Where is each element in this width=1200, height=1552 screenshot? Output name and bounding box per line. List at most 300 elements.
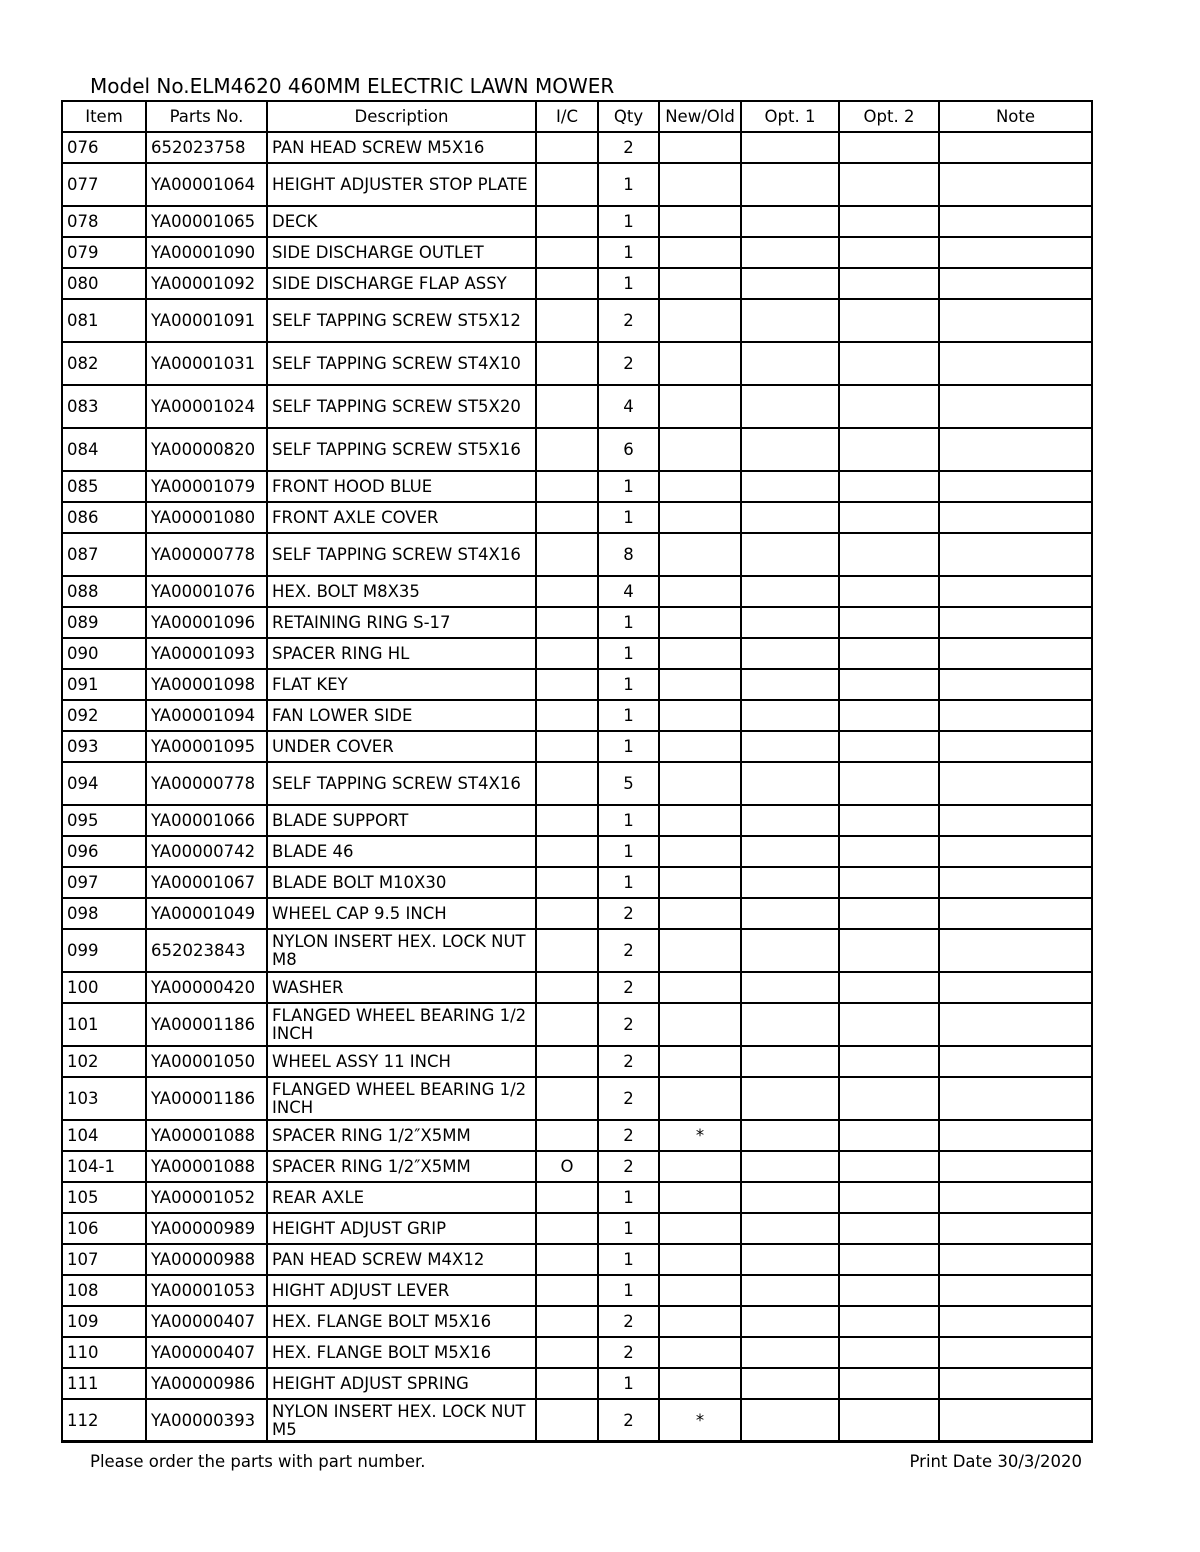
description-cell: WHEEL CAP 9.5 INCH xyxy=(267,898,536,929)
parts-no-cell: YA00000778 xyxy=(146,762,267,805)
opt-1-cell xyxy=(741,237,839,268)
item-cell: 092 xyxy=(62,700,146,731)
ic-cell xyxy=(536,972,598,1003)
ic-cell xyxy=(536,731,598,762)
item-cell: 107 xyxy=(62,1244,146,1275)
column-header-item: Item xyxy=(62,101,146,132)
description-cell: DECK xyxy=(267,206,536,237)
parts-no-cell: YA00000778 xyxy=(146,533,267,576)
note-cell xyxy=(939,929,1092,972)
opt-1-cell xyxy=(741,428,839,471)
opt-1-cell xyxy=(741,471,839,502)
description-cell: HEX. BOLT M8X35 xyxy=(267,576,536,607)
parts-no-cell: YA00001093 xyxy=(146,638,267,669)
note-cell xyxy=(939,1213,1092,1244)
ic-cell xyxy=(536,669,598,700)
column-header-qty: Qty xyxy=(598,101,659,132)
note-cell xyxy=(939,1151,1092,1182)
opt-1-cell xyxy=(741,1244,839,1275)
ic-cell: O xyxy=(536,1151,598,1182)
table-row xyxy=(62,1368,1092,1399)
item-cell: 104 xyxy=(62,1120,146,1151)
opt-2-cell xyxy=(839,836,939,867)
ic-cell xyxy=(536,638,598,669)
parts-no-cell: YA00001065 xyxy=(146,206,267,237)
parts-no-cell: YA00001080 xyxy=(146,502,267,533)
new-old-cell xyxy=(659,1275,741,1306)
qty-cell: 2 xyxy=(598,132,659,163)
qty-cell: 1 xyxy=(598,700,659,731)
table-row xyxy=(62,762,1092,805)
table-row xyxy=(62,237,1092,268)
opt-1-cell xyxy=(741,385,839,428)
opt-2-cell xyxy=(839,1399,939,1442)
column-header-description: Description xyxy=(267,101,536,132)
new-old-cell xyxy=(659,1368,741,1399)
opt-1-cell xyxy=(741,1151,839,1182)
description-cell: FLANGED WHEEL BEARING 1/2 INCH xyxy=(267,1077,536,1120)
new-old-cell xyxy=(659,533,741,576)
note-cell xyxy=(939,731,1092,762)
description-cell: FLAT KEY xyxy=(267,669,536,700)
note-cell xyxy=(939,342,1092,385)
table-row xyxy=(62,1244,1092,1275)
description-cell: SPACER RING 1/2″X5MM xyxy=(267,1120,536,1151)
item-cell: 078 xyxy=(62,206,146,237)
parts-no-cell: YA00000820 xyxy=(146,428,267,471)
description-cell: BLADE BOLT M10X30 xyxy=(267,867,536,898)
table-row xyxy=(62,1151,1092,1182)
qty-cell: 2 xyxy=(598,1077,659,1120)
parts-no-cell: YA00001049 xyxy=(146,898,267,929)
new-old-cell xyxy=(659,700,741,731)
note-cell xyxy=(939,1077,1092,1120)
opt-1-cell xyxy=(741,805,839,836)
opt-1-cell xyxy=(741,1213,839,1244)
item-cell: 091 xyxy=(62,669,146,700)
description-cell: FAN LOWER SIDE xyxy=(267,700,536,731)
opt-1-cell xyxy=(741,700,839,731)
description-cell: SIDE DISCHARGE OUTLET xyxy=(267,237,536,268)
new-old-cell xyxy=(659,607,741,638)
new-old-cell xyxy=(659,237,741,268)
table-row xyxy=(62,669,1092,700)
opt-1-cell xyxy=(741,1337,839,1368)
note-cell xyxy=(939,898,1092,929)
parts-no-cell: 652023843 xyxy=(146,929,267,972)
table-row xyxy=(62,471,1092,502)
new-old-cell xyxy=(659,132,741,163)
note-cell xyxy=(939,805,1092,836)
ic-cell xyxy=(536,299,598,342)
parts-no-cell: YA00000407 xyxy=(146,1306,267,1337)
opt-2-cell xyxy=(839,1077,939,1120)
description-cell: WHEEL ASSY 11 INCH xyxy=(267,1046,536,1077)
opt-1-cell xyxy=(741,1399,839,1442)
table-row xyxy=(62,607,1092,638)
qty-cell: 2 xyxy=(598,342,659,385)
ic-cell xyxy=(536,268,598,299)
ic-cell xyxy=(536,1337,598,1368)
table-row xyxy=(62,206,1092,237)
parts-no-cell: YA00001031 xyxy=(146,342,267,385)
new-old-cell xyxy=(659,1213,741,1244)
ic-cell xyxy=(536,1120,598,1151)
table-row xyxy=(62,1213,1092,1244)
qty-cell: 1 xyxy=(598,1368,659,1399)
item-cell: 082 xyxy=(62,342,146,385)
qty-cell: 1 xyxy=(598,1275,659,1306)
qty-cell: 4 xyxy=(598,576,659,607)
parts-no-cell: YA00001098 xyxy=(146,669,267,700)
opt-2-cell xyxy=(839,163,939,206)
table-row xyxy=(62,268,1092,299)
item-cell: 098 xyxy=(62,898,146,929)
opt-1-cell xyxy=(741,669,839,700)
item-cell: 095 xyxy=(62,805,146,836)
parts-no-cell: YA00000407 xyxy=(146,1337,267,1368)
table-row xyxy=(62,1306,1092,1337)
parts-no-cell: YA00001088 xyxy=(146,1120,267,1151)
new-old-cell xyxy=(659,762,741,805)
qty-cell: 1 xyxy=(598,163,659,206)
item-cell: 089 xyxy=(62,607,146,638)
page-title: Model No.ELM4620 460MM ELECTRIC LAWN MOWER xyxy=(90,74,615,98)
new-old-cell xyxy=(659,1151,741,1182)
item-cell: 096 xyxy=(62,836,146,867)
ic-cell xyxy=(536,1003,598,1046)
new-old-cell xyxy=(659,385,741,428)
ic-cell xyxy=(536,805,598,836)
table-row xyxy=(62,428,1092,471)
parts-no-cell: YA00000420 xyxy=(146,972,267,1003)
qty-cell: 1 xyxy=(598,836,659,867)
item-cell: 110 xyxy=(62,1337,146,1368)
table-row xyxy=(62,1120,1092,1151)
parts-no-cell: YA00001096 xyxy=(146,607,267,638)
description-cell: HEIGHT ADJUST GRIP xyxy=(267,1213,536,1244)
opt-1-cell xyxy=(741,299,839,342)
item-cell: 083 xyxy=(62,385,146,428)
ic-cell xyxy=(536,206,598,237)
parts-no-cell: YA00001067 xyxy=(146,867,267,898)
parts-no-cell: YA00001092 xyxy=(146,268,267,299)
bottom-divider xyxy=(61,1440,1091,1442)
note-cell xyxy=(939,1337,1092,1368)
item-cell: 084 xyxy=(62,428,146,471)
qty-cell: 2 xyxy=(598,1399,659,1442)
opt-1-cell xyxy=(741,268,839,299)
note-cell xyxy=(939,669,1092,700)
new-old-cell xyxy=(659,867,741,898)
opt-2-cell xyxy=(839,1213,939,1244)
ic-cell xyxy=(536,237,598,268)
ic-cell xyxy=(536,1244,598,1275)
item-cell: 101 xyxy=(62,1003,146,1046)
item-cell: 106 xyxy=(62,1213,146,1244)
description-cell: SELF TAPPING SCREW ST4X16 xyxy=(267,533,536,576)
item-cell: 109 xyxy=(62,1306,146,1337)
opt-2-cell xyxy=(839,1151,939,1182)
new-old-cell xyxy=(659,898,741,929)
qty-cell: 1 xyxy=(598,471,659,502)
qty-cell: 2 xyxy=(598,1306,659,1337)
ic-cell xyxy=(536,428,598,471)
parts-no-cell: YA00001050 xyxy=(146,1046,267,1077)
parts-no-cell: YA00001091 xyxy=(146,299,267,342)
note-cell xyxy=(939,1399,1092,1442)
ic-cell xyxy=(536,836,598,867)
item-cell: 104-1 xyxy=(62,1151,146,1182)
item-cell: 103 xyxy=(62,1077,146,1120)
parts-no-cell: YA00000393 xyxy=(146,1399,267,1442)
new-old-cell xyxy=(659,1337,741,1368)
opt-1-cell xyxy=(741,972,839,1003)
description-cell: SELF TAPPING SCREW ST5X16 xyxy=(267,428,536,471)
new-old-cell xyxy=(659,428,741,471)
opt-2-cell xyxy=(839,1120,939,1151)
new-old-cell xyxy=(659,1077,741,1120)
ic-cell xyxy=(536,1213,598,1244)
qty-cell: 1 xyxy=(598,1213,659,1244)
new-old-cell xyxy=(659,163,741,206)
table-row xyxy=(62,898,1092,929)
qty-cell: 1 xyxy=(598,1182,659,1213)
opt-1-cell xyxy=(741,1003,839,1046)
parts-no-cell: YA00001053 xyxy=(146,1275,267,1306)
column-header-opt-1: Opt. 1 xyxy=(741,101,839,132)
qty-cell: 2 xyxy=(598,1337,659,1368)
description-cell: SELF TAPPING SCREW ST5X12 xyxy=(267,299,536,342)
opt-1-cell xyxy=(741,638,839,669)
table-row xyxy=(62,929,1092,972)
opt-1-cell xyxy=(741,1120,839,1151)
opt-2-cell xyxy=(839,700,939,731)
note-cell xyxy=(939,428,1092,471)
table-row xyxy=(62,836,1092,867)
opt-2-cell xyxy=(839,1046,939,1077)
qty-cell: 1 xyxy=(598,805,659,836)
item-cell: 102 xyxy=(62,1046,146,1077)
opt-2-cell xyxy=(839,607,939,638)
footer-order-note: Please order the parts with part number. xyxy=(90,1452,426,1471)
parts-no-cell: YA00001094 xyxy=(146,700,267,731)
note-cell xyxy=(939,471,1092,502)
ic-cell xyxy=(536,502,598,533)
column-header-ic: I/C xyxy=(536,101,598,132)
opt-1-cell xyxy=(741,576,839,607)
ic-cell xyxy=(536,1306,598,1337)
opt-2-cell xyxy=(839,132,939,163)
item-cell: 097 xyxy=(62,867,146,898)
note-cell xyxy=(939,638,1092,669)
table-row xyxy=(62,1046,1092,1077)
note-cell xyxy=(939,972,1092,1003)
opt-1-cell xyxy=(741,502,839,533)
note-cell xyxy=(939,867,1092,898)
qty-cell: 2 xyxy=(598,1151,659,1182)
description-cell: NYLON INSERT HEX. LOCK NUT M8 xyxy=(267,929,536,972)
column-header-parts-no: Parts No. xyxy=(146,101,267,132)
table-row xyxy=(62,1399,1092,1442)
parts-table-body xyxy=(62,132,1092,1442)
description-cell: HIGHT ADJUST LEVER xyxy=(267,1275,536,1306)
opt-2-cell xyxy=(839,638,939,669)
opt-1-cell xyxy=(741,898,839,929)
qty-cell: 1 xyxy=(598,237,659,268)
parts-no-cell: YA00000988 xyxy=(146,1244,267,1275)
note-cell xyxy=(939,836,1092,867)
opt-2-cell xyxy=(839,502,939,533)
ic-cell xyxy=(536,385,598,428)
note-cell xyxy=(939,385,1092,428)
item-cell: 081 xyxy=(62,299,146,342)
qty-cell: 4 xyxy=(598,385,659,428)
opt-2-cell xyxy=(839,1182,939,1213)
description-cell: FLANGED WHEEL BEARING 1/2 INCH xyxy=(267,1003,536,1046)
opt-1-cell xyxy=(741,929,839,972)
footer-print-date: Print Date 30/3/2020 xyxy=(909,1452,1082,1471)
description-cell: SIDE DISCHARGE FLAP ASSY xyxy=(267,268,536,299)
opt-2-cell xyxy=(839,576,939,607)
table-row xyxy=(62,805,1092,836)
qty-cell: 1 xyxy=(598,206,659,237)
opt-1-cell xyxy=(741,731,839,762)
new-old-cell xyxy=(659,1003,741,1046)
parts-no-cell: YA00000742 xyxy=(146,836,267,867)
opt-2-cell xyxy=(839,428,939,471)
note-cell xyxy=(939,206,1092,237)
note-cell xyxy=(939,1368,1092,1399)
description-cell: REAR AXLE xyxy=(267,1182,536,1213)
item-cell: 086 xyxy=(62,502,146,533)
parts-no-cell: YA00001186 xyxy=(146,1077,267,1120)
note-cell xyxy=(939,1244,1092,1275)
ic-cell xyxy=(536,867,598,898)
qty-cell: 2 xyxy=(598,299,659,342)
table-row xyxy=(62,1182,1092,1213)
note-cell xyxy=(939,299,1092,342)
opt-1-cell xyxy=(741,132,839,163)
qty-cell: 2 xyxy=(598,972,659,1003)
description-cell: NYLON INSERT HEX. LOCK NUT M5 xyxy=(267,1399,536,1442)
description-cell: PAN HEAD SCREW M4X12 xyxy=(267,1244,536,1275)
item-cell: 100 xyxy=(62,972,146,1003)
new-old-cell xyxy=(659,502,741,533)
description-cell: HEIGHT ADJUSTER STOP PLATE xyxy=(267,163,536,206)
qty-cell: 1 xyxy=(598,607,659,638)
table-row xyxy=(62,502,1092,533)
note-cell xyxy=(939,576,1092,607)
opt-2-cell xyxy=(839,669,939,700)
table-row xyxy=(62,1003,1092,1046)
item-cell: 079 xyxy=(62,237,146,268)
new-old-cell xyxy=(659,805,741,836)
opt-2-cell xyxy=(839,1368,939,1399)
opt-2-cell xyxy=(839,867,939,898)
description-cell: HEX. FLANGE BOLT M5X16 xyxy=(267,1306,536,1337)
item-cell: 080 xyxy=(62,268,146,299)
new-old-cell xyxy=(659,268,741,299)
description-cell: PAN HEAD SCREW M5X16 xyxy=(267,132,536,163)
description-cell: FRONT AXLE COVER xyxy=(267,502,536,533)
table-row xyxy=(62,533,1092,576)
opt-2-cell xyxy=(839,342,939,385)
item-cell: 111 xyxy=(62,1368,146,1399)
ic-cell xyxy=(536,1275,598,1306)
parts-no-cell: 652023758 xyxy=(146,132,267,163)
description-cell: SELF TAPPING SCREW ST4X10 xyxy=(267,342,536,385)
description-cell: BLADE SUPPORT xyxy=(267,805,536,836)
note-cell xyxy=(939,1275,1092,1306)
new-old-cell xyxy=(659,1244,741,1275)
note-cell xyxy=(939,1046,1092,1077)
opt-1-cell xyxy=(741,1275,839,1306)
opt-2-cell xyxy=(839,533,939,576)
parts-no-cell: YA00000989 xyxy=(146,1213,267,1244)
ic-cell xyxy=(536,576,598,607)
new-old-cell xyxy=(659,836,741,867)
item-cell: 099 xyxy=(62,929,146,972)
qty-cell: 2 xyxy=(598,1046,659,1077)
table-row xyxy=(62,700,1092,731)
parts-no-cell: YA00001088 xyxy=(146,1151,267,1182)
opt-2-cell xyxy=(839,1003,939,1046)
opt-1-cell xyxy=(741,607,839,638)
header-row xyxy=(62,101,1092,132)
item-cell: 094 xyxy=(62,762,146,805)
ic-cell xyxy=(536,342,598,385)
note-cell xyxy=(939,132,1092,163)
parts-no-cell: YA00001066 xyxy=(146,805,267,836)
ic-cell xyxy=(536,762,598,805)
opt-2-cell xyxy=(839,731,939,762)
note-cell xyxy=(939,1306,1092,1337)
opt-2-cell xyxy=(839,1244,939,1275)
opt-2-cell xyxy=(839,1275,939,1306)
note-cell xyxy=(939,502,1092,533)
ic-cell xyxy=(536,1077,598,1120)
qty-cell: 8 xyxy=(598,533,659,576)
item-cell: 076 xyxy=(62,132,146,163)
table-row xyxy=(62,972,1092,1003)
qty-cell: 2 xyxy=(598,929,659,972)
note-cell xyxy=(939,762,1092,805)
ic-cell xyxy=(536,1399,598,1442)
parts-no-cell: YA00001052 xyxy=(146,1182,267,1213)
new-old-cell xyxy=(659,972,741,1003)
column-header-new-old: New/Old xyxy=(659,101,741,132)
ic-cell xyxy=(536,898,598,929)
description-cell: FRONT HOOD BLUE xyxy=(267,471,536,502)
item-cell: 077 xyxy=(62,163,146,206)
note-cell xyxy=(939,1182,1092,1213)
item-cell: 087 xyxy=(62,533,146,576)
new-old-cell xyxy=(659,342,741,385)
qty-cell: 2 xyxy=(598,1120,659,1151)
description-cell: SPACER RING HL xyxy=(267,638,536,669)
table-row xyxy=(62,638,1092,669)
new-old-cell xyxy=(659,299,741,342)
qty-cell: 1 xyxy=(598,669,659,700)
new-old-cell xyxy=(659,1046,741,1077)
ic-cell xyxy=(536,1046,598,1077)
opt-2-cell xyxy=(839,972,939,1003)
ic-cell xyxy=(536,700,598,731)
opt-1-cell xyxy=(741,163,839,206)
new-old-cell xyxy=(659,638,741,669)
note-cell xyxy=(939,533,1092,576)
